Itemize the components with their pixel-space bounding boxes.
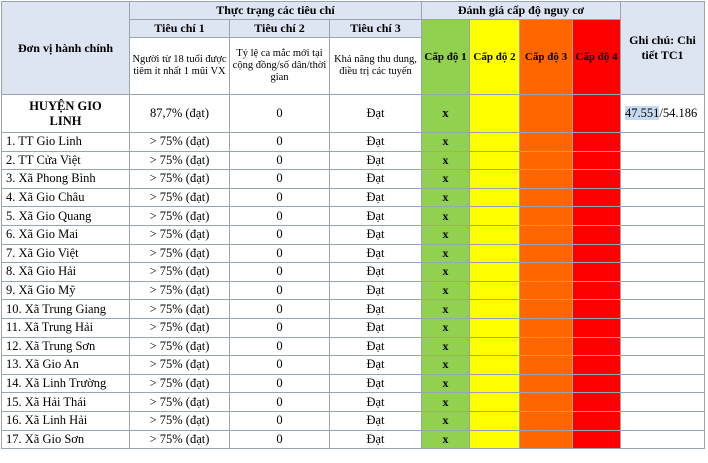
- commune-name: 1. TT Gio Linh: [2, 133, 130, 152]
- commune-note: [621, 133, 705, 152]
- district-note: [621, 95, 705, 133]
- criterion-1-title: Tiêu chí 1: [130, 20, 230, 38]
- commune-name: 8. Xã Gio Hải: [2, 263, 130, 282]
- district-row: [2, 95, 705, 133]
- commune-tc3: Đạt: [330, 151, 422, 170]
- commune-level-4: [573, 281, 621, 300]
- table-row: [2, 281, 705, 300]
- level-3-header: Cấp độ 3: [520, 20, 573, 95]
- commune-level-4: [573, 133, 621, 152]
- commune-note: [621, 318, 705, 337]
- commune-tc2: 0: [230, 225, 330, 244]
- commune-tc1: > 75% (đạt): [130, 244, 230, 263]
- commune-note: [621, 207, 705, 226]
- commune-tc2: 0: [230, 430, 330, 449]
- commune-level-2: [470, 337, 520, 356]
- district-level-1-mark: x: [422, 95, 470, 133]
- commune-level-4: [573, 151, 621, 170]
- commune-level-1-mark: x: [422, 207, 470, 226]
- commune-tc2: 0: [230, 318, 330, 337]
- commune-tc2: 0: [230, 300, 330, 319]
- commune-level-4: [573, 188, 621, 207]
- note-highlight: 47.551: [625, 106, 660, 120]
- table-row: [2, 318, 705, 337]
- criterion-3-desc: Khả năng thu dung, điều trị các tuyến: [330, 38, 422, 95]
- district-level-2: [470, 95, 520, 133]
- note-header: Ghi chú: Chi tiết TC1: [621, 2, 705, 95]
- district-tc2: 0: [230, 95, 330, 133]
- district-tc1: 87,7% (đạt): [130, 95, 230, 133]
- commune-level-3: [520, 133, 573, 152]
- commune-tc2: 0: [230, 133, 330, 152]
- commune-note: [621, 244, 705, 263]
- commune-level-3: [520, 207, 573, 226]
- table-row: [2, 393, 705, 412]
- commune-tc3: Đạt: [330, 133, 422, 152]
- commune-tc1: > 75% (đạt): [130, 337, 230, 356]
- commune-tc3: Đạt: [330, 170, 422, 189]
- commune-tc3: Đạt: [330, 263, 422, 282]
- commune-tc1: > 75% (đạt): [130, 225, 230, 244]
- level-4-header: Cấp độ 4: [573, 20, 621, 95]
- commune-level-4: [573, 393, 621, 412]
- commune-note: [621, 393, 705, 412]
- commune-tc3: Đạt: [330, 337, 422, 356]
- commune-level-4: [573, 225, 621, 244]
- commune-tc2: 0: [230, 263, 330, 282]
- table-row: [2, 337, 705, 356]
- commune-tc3: Đạt: [330, 207, 422, 226]
- commune-tc1: > 75% (đạt): [130, 393, 230, 412]
- criterion-1-desc: Người từ 18 tuổi được tiêm ít nhất 1 mũi VX: [130, 38, 230, 95]
- commune-level-3: [520, 225, 573, 244]
- commune-name: 17. Xã Gio Sơn: [2, 430, 130, 449]
- commune-level-4: [573, 337, 621, 356]
- commune-note: [621, 263, 705, 282]
- commune-level-3: [520, 393, 573, 412]
- commune-level-3: [520, 430, 573, 449]
- commune-tc3: Đạt: [330, 430, 422, 449]
- commune-tc1: > 75% (đạt): [130, 430, 230, 449]
- commune-tc3: Đạt: [330, 318, 422, 337]
- commune-level-4: [573, 318, 621, 337]
- commune-level-2: [470, 151, 520, 170]
- commune-level-2: [470, 374, 520, 393]
- commune-level-2: [470, 225, 520, 244]
- commune-tc2: 0: [230, 393, 330, 412]
- commune-tc3: Đạt: [330, 188, 422, 207]
- commune-note: [621, 411, 705, 430]
- commune-level-3: [520, 281, 573, 300]
- commune-tc3: Đạt: [330, 281, 422, 300]
- commune-level-4: [573, 356, 621, 375]
- commune-name: 6. Xã Gio Mai: [2, 225, 130, 244]
- commune-name: 13. Xã Gio An: [2, 356, 130, 375]
- commune-tc3: Đạt: [330, 393, 422, 412]
- commune-name: 4. Xã Gio Châu: [2, 188, 130, 207]
- commune-tc3: Đạt: [330, 411, 422, 430]
- commune-level-1-mark: x: [422, 133, 470, 152]
- commune-note: [621, 170, 705, 189]
- commune-level-3: [520, 356, 573, 375]
- commune-tc1: > 75% (đạt): [130, 207, 230, 226]
- commune-level-3: [520, 411, 573, 430]
- commune-name: 14. Xã Linh Trường: [2, 374, 130, 393]
- commune-name: 12. Xã Trung Sơn: [2, 337, 130, 356]
- commune-note: [621, 188, 705, 207]
- commune-tc1: > 75% (đạt): [130, 318, 230, 337]
- level-2-header: Cấp độ 2: [470, 20, 520, 95]
- commune-name: 16. Xã Linh Hải: [2, 411, 130, 430]
- commune-tc3: Đạt: [330, 300, 422, 319]
- table-row: [2, 374, 705, 393]
- commune-level-3: [520, 151, 573, 170]
- commune-level-4: [573, 300, 621, 319]
- table-row: [2, 356, 705, 375]
- commune-level-1-mark: x: [422, 318, 470, 337]
- commune-level-1-mark: x: [422, 300, 470, 319]
- commune-name: 2. TT Cửa Việt: [2, 151, 130, 170]
- commune-note: [621, 225, 705, 244]
- commune-level-2: [470, 133, 520, 152]
- commune-rows: [2, 133, 705, 449]
- commune-note: [621, 151, 705, 170]
- commune-level-3: [520, 244, 573, 263]
- commune-tc1: > 75% (đạt): [130, 170, 230, 189]
- commune-level-2: [470, 411, 520, 430]
- commune-tc2: 0: [230, 170, 330, 189]
- commune-level-2: [470, 188, 520, 207]
- commune-note: [621, 281, 705, 300]
- commune-tc1: > 75% (đạt): [130, 300, 230, 319]
- commune-level-2: [470, 430, 520, 449]
- commune-tc1: > 75% (đạt): [130, 281, 230, 300]
- commune-tc1: > 75% (đạt): [130, 374, 230, 393]
- commune-tc2: 0: [230, 207, 330, 226]
- commune-note: [621, 374, 705, 393]
- commune-level-4: [573, 244, 621, 263]
- commune-tc1: > 75% (đạt): [130, 411, 230, 430]
- commune-level-3: [520, 318, 573, 337]
- criterion-3-title: Tiêu chí 3: [330, 20, 422, 38]
- commune-tc2: 0: [230, 244, 330, 263]
- risk-assessment-table: [1, 1, 705, 449]
- commune-note: [621, 430, 705, 449]
- commune-level-2: [470, 356, 520, 375]
- commune-tc1: > 75% (đạt): [130, 151, 230, 170]
- commune-name: 5. Xã Gio Quang: [2, 207, 130, 226]
- note-rest: /54.186: [659, 106, 698, 120]
- commune-tc1: > 75% (đạt): [130, 263, 230, 282]
- commune-level-1-mark: x: [422, 374, 470, 393]
- commune-level-4: [573, 207, 621, 226]
- commune-level-2: [470, 170, 520, 189]
- commune-level-1-mark: x: [422, 263, 470, 282]
- commune-tc2: 0: [230, 374, 330, 393]
- commune-level-1-mark: x: [422, 244, 470, 263]
- district-level-4: [573, 95, 621, 133]
- commune-level-1-mark: x: [422, 281, 470, 300]
- table-row: [2, 411, 705, 430]
- table-row: [2, 133, 705, 152]
- commune-level-1-mark: x: [422, 225, 470, 244]
- table-row: [2, 263, 705, 282]
- table-row: [2, 244, 705, 263]
- commune-tc2: 0: [230, 151, 330, 170]
- district-tc3: Đạt: [330, 95, 422, 133]
- commune-level-2: [470, 207, 520, 226]
- commune-level-3: [520, 170, 573, 189]
- commune-level-1-mark: x: [422, 393, 470, 412]
- commune-tc3: Đạt: [330, 225, 422, 244]
- commune-level-3: [520, 300, 573, 319]
- commune-note: [621, 300, 705, 319]
- commune-name: 3. Xã Phong Bình: [2, 170, 130, 189]
- status-group-header: Thực trạng các tiêu chí: [130, 2, 422, 20]
- district-name: HUYỆN GIO LINH: [2, 95, 130, 133]
- commune-tc3: Đạt: [330, 244, 422, 263]
- unit-header: Đơn vị hành chính: [2, 2, 130, 95]
- commune-level-1-mark: x: [422, 188, 470, 207]
- commune-level-2: [470, 281, 520, 300]
- table-row: [2, 430, 705, 449]
- commune-note: [621, 356, 705, 375]
- table-row: [2, 225, 705, 244]
- table-row: [2, 170, 705, 189]
- commune-level-3: [520, 263, 573, 282]
- commune-level-1-mark: x: [422, 170, 470, 189]
- commune-name: 11. Xã Trung Hải: [2, 318, 130, 337]
- criterion-2-desc: Tỷ lệ ca mắc mới tại cộng đồng/số dân/thời gian: [230, 38, 330, 95]
- district-level-3: [520, 95, 573, 133]
- commune-name: 9. Xã Gio Mỹ: [2, 281, 130, 300]
- commune-level-4: [573, 411, 621, 430]
- table-row: [2, 300, 705, 319]
- commune-name: 7. Xã Gio Việt: [2, 244, 130, 263]
- commune-level-2: [470, 244, 520, 263]
- commune-level-4: [573, 170, 621, 189]
- commune-name: 10. Xã Trung Giang: [2, 300, 130, 319]
- commune-level-1-mark: x: [422, 356, 470, 375]
- commune-note: [621, 337, 705, 356]
- commune-level-1-mark: x: [422, 430, 470, 449]
- commune-tc2: 0: [230, 188, 330, 207]
- commune-level-3: [520, 374, 573, 393]
- commune-name: 15. Xã Hải Thái: [2, 393, 130, 412]
- commune-tc2: 0: [230, 337, 330, 356]
- table-row: [2, 188, 705, 207]
- commune-tc2: 0: [230, 411, 330, 430]
- commune-level-1-mark: x: [422, 337, 470, 356]
- commune-level-4: [573, 430, 621, 449]
- commune-level-1-mark: x: [422, 151, 470, 170]
- commune-tc3: Đạt: [330, 356, 422, 375]
- commune-level-2: [470, 300, 520, 319]
- commune-tc1: > 75% (đạt): [130, 188, 230, 207]
- table-row: [2, 207, 705, 226]
- commune-tc2: 0: [230, 356, 330, 375]
- commune-level-2: [470, 318, 520, 337]
- commune-tc2: 0: [230, 281, 330, 300]
- commune-tc1: > 75% (đạt): [130, 356, 230, 375]
- criterion-2-title: Tiêu chí 2: [230, 20, 330, 38]
- commune-tc3: Đạt: [330, 374, 422, 393]
- commune-level-2: [470, 263, 520, 282]
- commune-tc1: > 75% (đạt): [130, 133, 230, 152]
- assessment-group-header: Đánh giá cấp độ nguy cơ: [422, 2, 621, 20]
- commune-level-4: [573, 263, 621, 282]
- commune-level-2: [470, 393, 520, 412]
- commune-level-4: [573, 374, 621, 393]
- commune-level-3: [520, 337, 573, 356]
- level-1-header: Cấp độ 1: [422, 20, 470, 95]
- commune-level-1-mark: x: [422, 411, 470, 430]
- table-row: [2, 151, 705, 170]
- commune-level-3: [520, 188, 573, 207]
